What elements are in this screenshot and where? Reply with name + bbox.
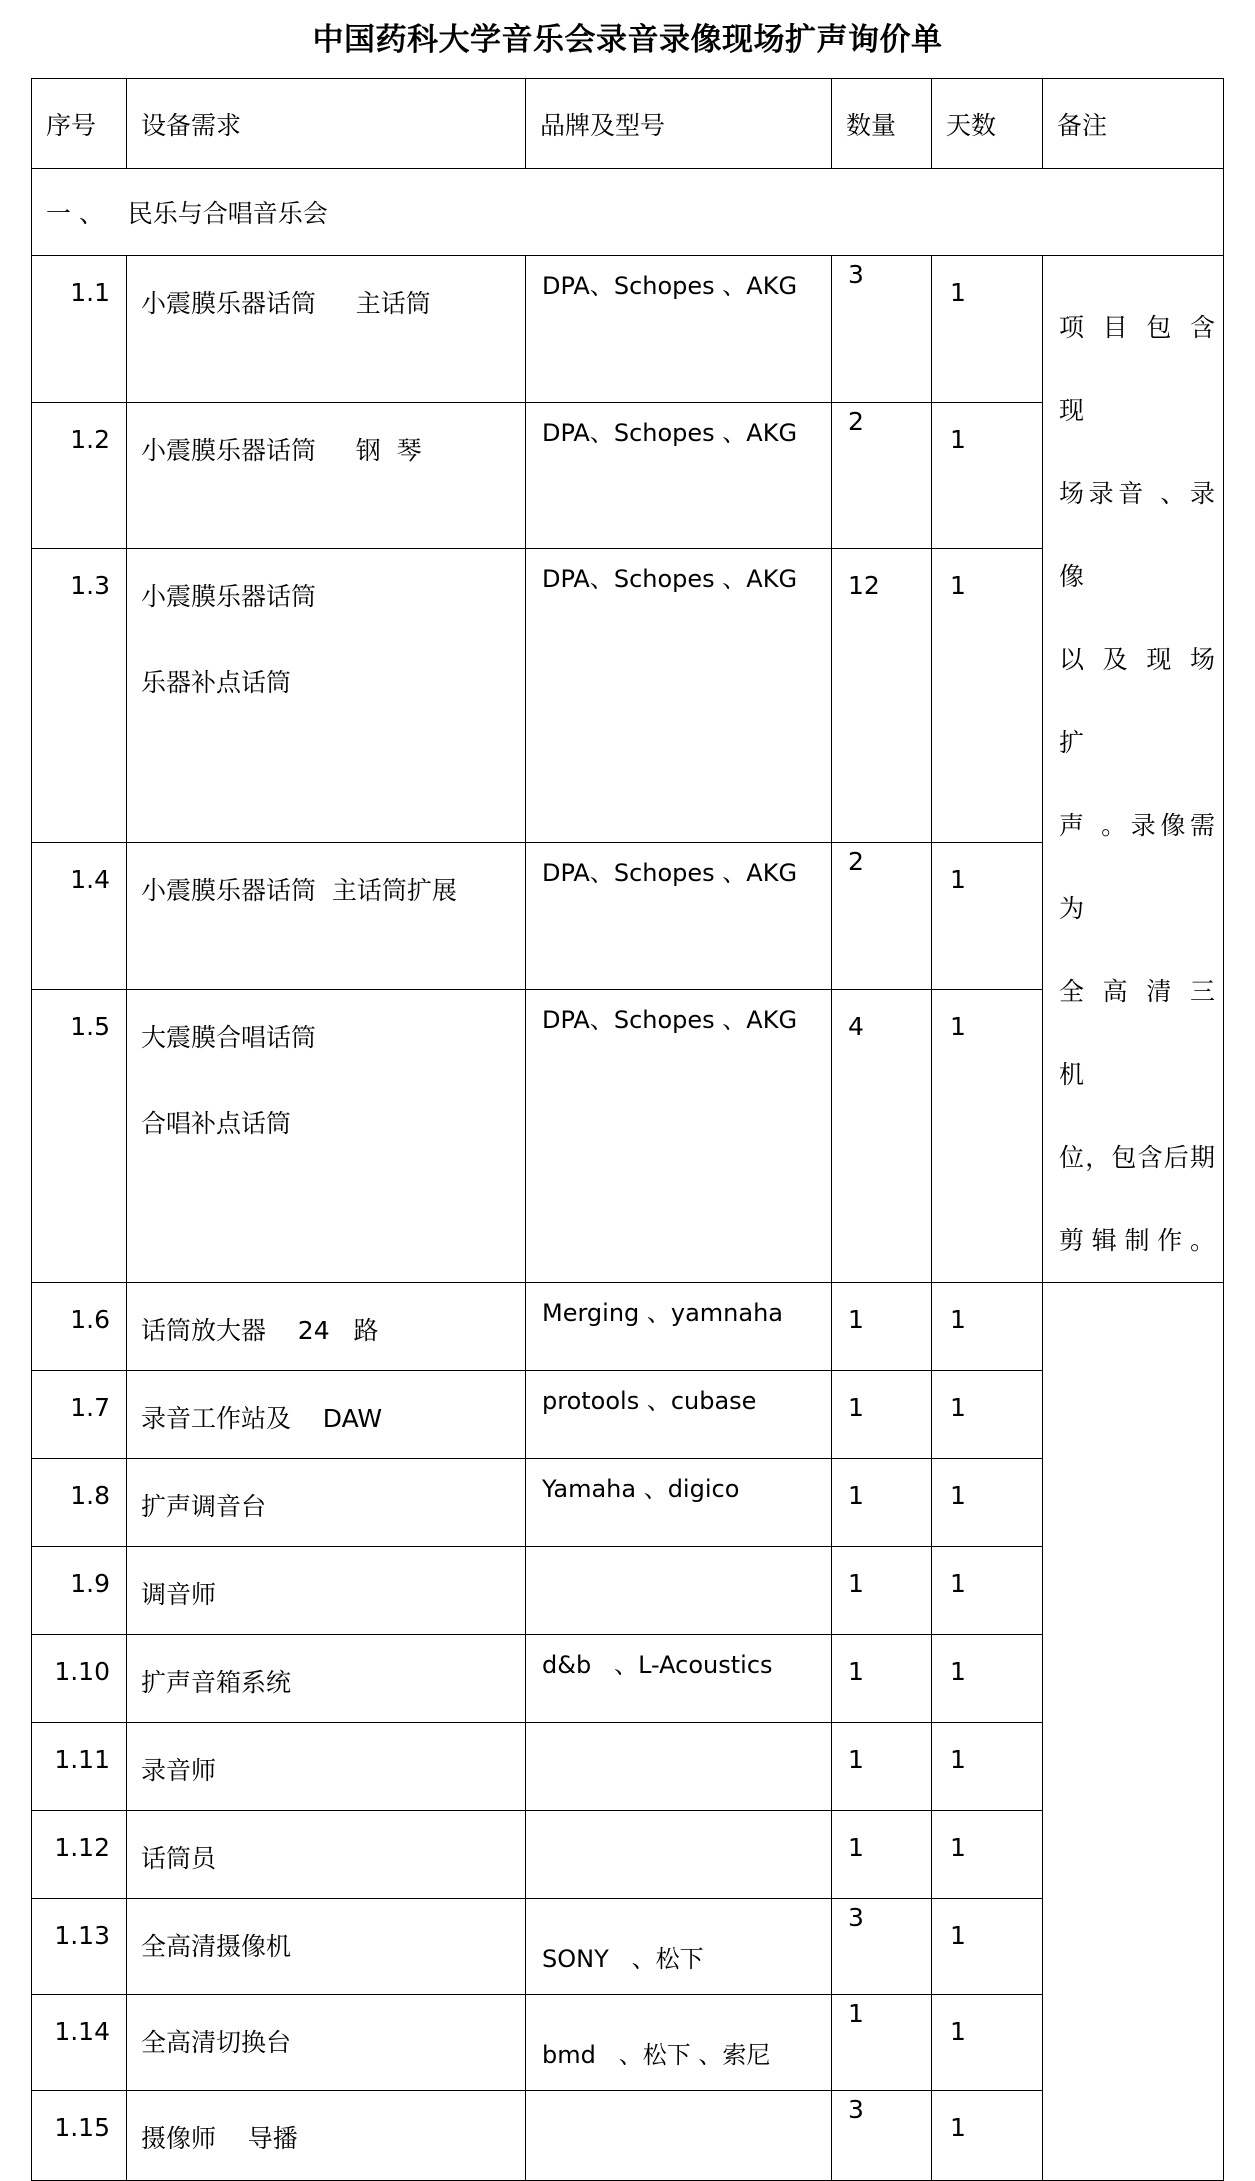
quantity: 3	[832, 1899, 932, 1995]
requirement-line: 话筒员	[141, 1844, 217, 1873]
brand-model	[526, 1547, 832, 1635]
brand-model: d&b 、L-Acoustics	[526, 1635, 832, 1723]
equipment-requirement	[127, 549, 526, 842]
header-row	[32, 79, 1224, 169]
row-number: 1.4	[32, 842, 127, 989]
equipment-requirement	[127, 1635, 526, 1723]
table-row	[32, 1283, 1224, 1371]
requirement-line: 小震膜乐器话筒 钢 琴	[141, 435, 422, 465]
quantity: 1	[832, 1811, 932, 1899]
row-number: 1.9	[32, 1547, 127, 1635]
remark-line: 以 及 现 场 扩	[1059, 645, 1215, 757]
brand-model	[526, 1723, 832, 1811]
row-number: 1.14	[32, 1995, 127, 2091]
remark-continued	[1043, 1283, 1224, 2181]
brand-model	[526, 1811, 832, 1899]
equipment-requirement	[127, 989, 526, 1282]
quantity: 1	[832, 1995, 932, 2091]
brand-model: bmd 、松下 、索尼	[526, 1995, 832, 2091]
requirement-line: 录音师	[141, 1756, 217, 1785]
days: 1	[932, 1811, 1043, 1899]
brand-model	[526, 2091, 832, 2181]
row-number: 1.15	[32, 2091, 127, 2181]
days: 1	[932, 1547, 1043, 1635]
equipment-requirement	[127, 1547, 526, 1635]
row-number: 1.12	[32, 1811, 127, 1899]
row-number: 1.6	[32, 1283, 127, 1371]
days: 1	[932, 1459, 1043, 1547]
brand-model: DPA、Schopes 、AKG	[526, 989, 832, 1282]
section-title: 一 、 民乐与合唱音乐会	[32, 169, 1224, 256]
equipment-requirement	[127, 1811, 526, 1899]
quantity: 2	[832, 402, 932, 549]
quantity: 1	[832, 1283, 932, 1371]
row-number: 1.13	[32, 1899, 127, 1995]
quantity: 4	[832, 989, 932, 1282]
requirement-line: 小震膜乐器话筒 主话筒扩展	[141, 875, 457, 905]
requirement-line: 全高清摄像机	[141, 1932, 292, 1961]
brand-model: DPA、Schopes 、AKG	[526, 256, 832, 403]
requirement-line: 扩声音箱系统	[141, 1668, 292, 1697]
equipment-requirement	[127, 256, 526, 403]
requirement-line: 全高清切换台	[141, 2028, 292, 2057]
row-number: 1.8	[32, 1459, 127, 1547]
remark-line: 全 高 清 三 机	[1059, 977, 1215, 1089]
requirement-line: 小震膜乐器话筒 主话筒	[141, 289, 431, 318]
equipment-requirement	[127, 402, 526, 549]
remark-line: 位，包含后期	[1059, 1143, 1215, 1172]
row-number: 1.10	[32, 1635, 127, 1723]
quantity: 1	[832, 1723, 932, 1811]
brand-model: protools 、cubase	[526, 1371, 832, 1459]
equipment-requirement	[127, 842, 526, 989]
brand-model: DPA、Schopes 、AKG	[526, 549, 832, 842]
section-row	[32, 169, 1224, 256]
equipment-requirement	[127, 1371, 526, 1459]
header-no: 序号	[32, 79, 127, 169]
remark-line: 项 目 包 含 现	[1059, 313, 1215, 425]
header-brand: 品牌及型号	[526, 79, 832, 169]
days: 1	[932, 1283, 1043, 1371]
brand-model: DPA、Schopes 、AKG	[526, 402, 832, 549]
quantity: 1	[832, 1547, 932, 1635]
equipment-requirement	[127, 2091, 526, 2181]
row-number: 1.7	[32, 1371, 127, 1459]
remark-line: 剪辑制作。	[1059, 1226, 1215, 1255]
quantity: 1	[832, 1459, 932, 1547]
requirement-line: 话筒放大器 24 路	[141, 1316, 379, 1345]
equipment-requirement	[127, 1283, 526, 1371]
brand-model: Yamaha 、digico	[526, 1459, 832, 1547]
days: 1	[932, 402, 1043, 549]
quantity: 3	[832, 2091, 932, 2181]
days: 1	[932, 2091, 1043, 2181]
days: 1	[932, 989, 1043, 1282]
equipment-requirement	[127, 1995, 526, 2091]
requirement-line: 调音师	[141, 1580, 217, 1609]
quantity: 3	[832, 256, 932, 403]
table-row	[32, 256, 1224, 403]
requirement-line: 乐器补点话筒	[141, 668, 292, 698]
remark-line: 声 。录像需为	[1059, 811, 1215, 923]
days: 1	[932, 1371, 1043, 1459]
requirement-line: 扩声调音台	[141, 1492, 267, 1521]
header-days: 天数	[932, 79, 1043, 169]
requirement-line: 小震膜乐器话筒	[141, 582, 317, 612]
equipment-requirement	[127, 1459, 526, 1547]
brand-model: DPA、Schopes 、AKG	[526, 842, 832, 989]
days: 1	[932, 1723, 1043, 1811]
requirement-line: 大震膜合唱话筒	[141, 1022, 317, 1052]
days: 1	[932, 549, 1043, 842]
quote-table	[31, 78, 1224, 2181]
document-title: 中国药科大学音乐会录音录像现场扩声询价单	[312, 22, 943, 58]
quantity: 1	[832, 1635, 932, 1723]
equipment-requirement	[127, 1899, 526, 1995]
days: 1	[932, 256, 1043, 403]
remark-line: 场录音 、录像	[1059, 479, 1215, 591]
row-number: 1.3	[32, 549, 127, 842]
requirement-line: 摄像师 导播	[141, 2124, 298, 2153]
row-number: 1.11	[32, 1723, 127, 1811]
brand-model: Merging 、yamnaha	[526, 1283, 832, 1371]
row-number: 1.5	[32, 989, 127, 1282]
quantity: 2	[832, 842, 932, 989]
days: 1	[932, 1995, 1043, 2091]
days: 1	[932, 1899, 1043, 1995]
header-remark: 备注	[1043, 79, 1224, 169]
requirement-line: 合唱补点话筒	[141, 1108, 292, 1138]
row-number: 1.1	[32, 256, 127, 403]
equipment-requirement	[127, 1723, 526, 1811]
brand-model: SONY 、松下	[526, 1899, 832, 1995]
header-item: 设备需求	[127, 79, 526, 169]
days: 1	[932, 842, 1043, 989]
quantity: 12	[832, 549, 932, 842]
requirement-line: 录音工作站及 DAW	[141, 1404, 383, 1433]
remark	[1043, 256, 1224, 1283]
quantity: 1	[832, 1371, 932, 1459]
days: 1	[932, 1635, 1043, 1723]
row-number: 1.2	[32, 402, 127, 549]
header-qty: 数量	[832, 79, 932, 169]
